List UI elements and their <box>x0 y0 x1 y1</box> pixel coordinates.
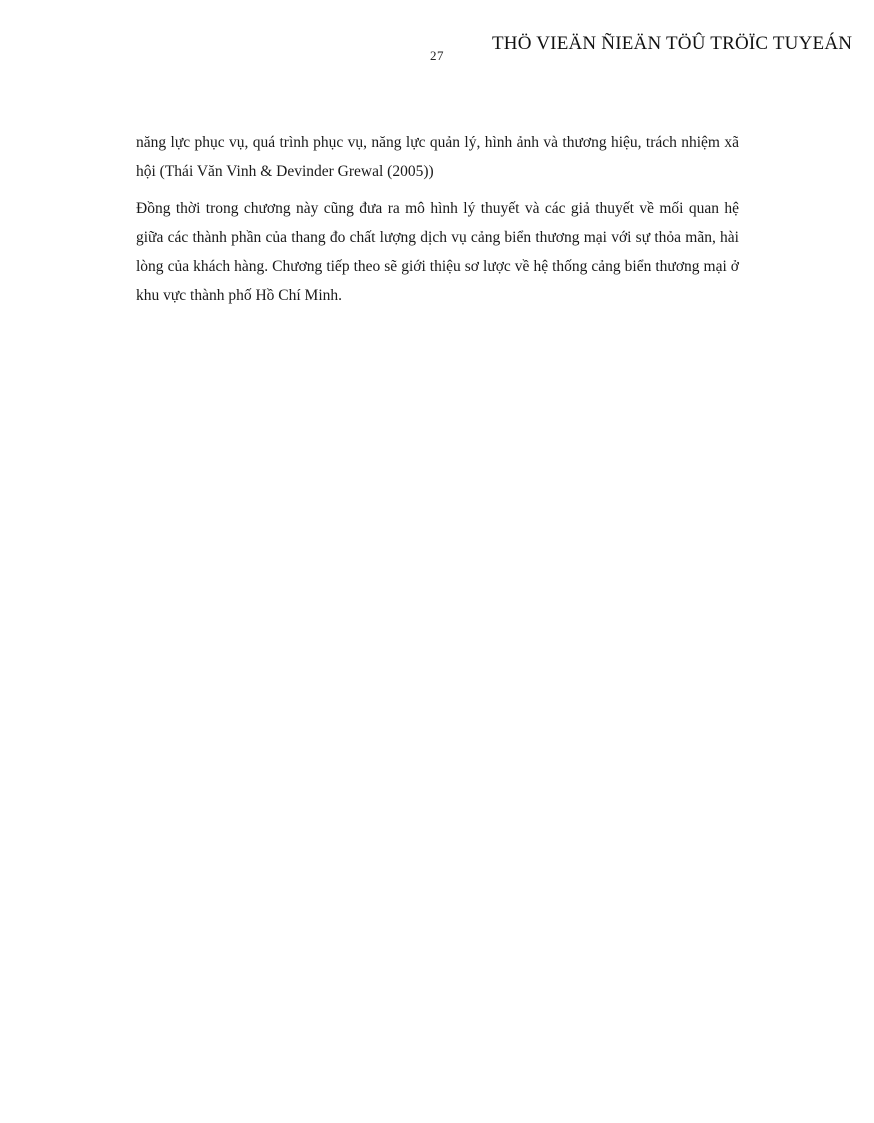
library-watermark: THÖ VIEÄN ÑIEÄN TÖÛ TRÖÏC TUYEÁN <box>492 33 853 54</box>
paragraph: năng lực phục vụ, quá trình phục vụ, năng lực quản lý, hình ảnh và thương hiệu, trách nhiệm xã hội (Thái Văn Vinh & Devinder Grewal (2005)) <box>136 134 739 180</box>
paragraph: Đồng thời trong chương này cũng đưa ra mô hình lý thuyết và các giả thuyết về mối quan hệ giữa các thành phần của thang đo chất lượng dịch vụ cảng biển thương mại với sự thỏa mãn, hài lòng của khách hàng. Chương tiếp theo sẽ giới thiệu sơ lược về hệ thống cảng biển thương mại ở khu vực thành phố Hồ Chí Minh. <box>136 200 739 304</box>
page-number: 27 <box>430 48 444 63</box>
body-text <box>136 128 739 318</box>
